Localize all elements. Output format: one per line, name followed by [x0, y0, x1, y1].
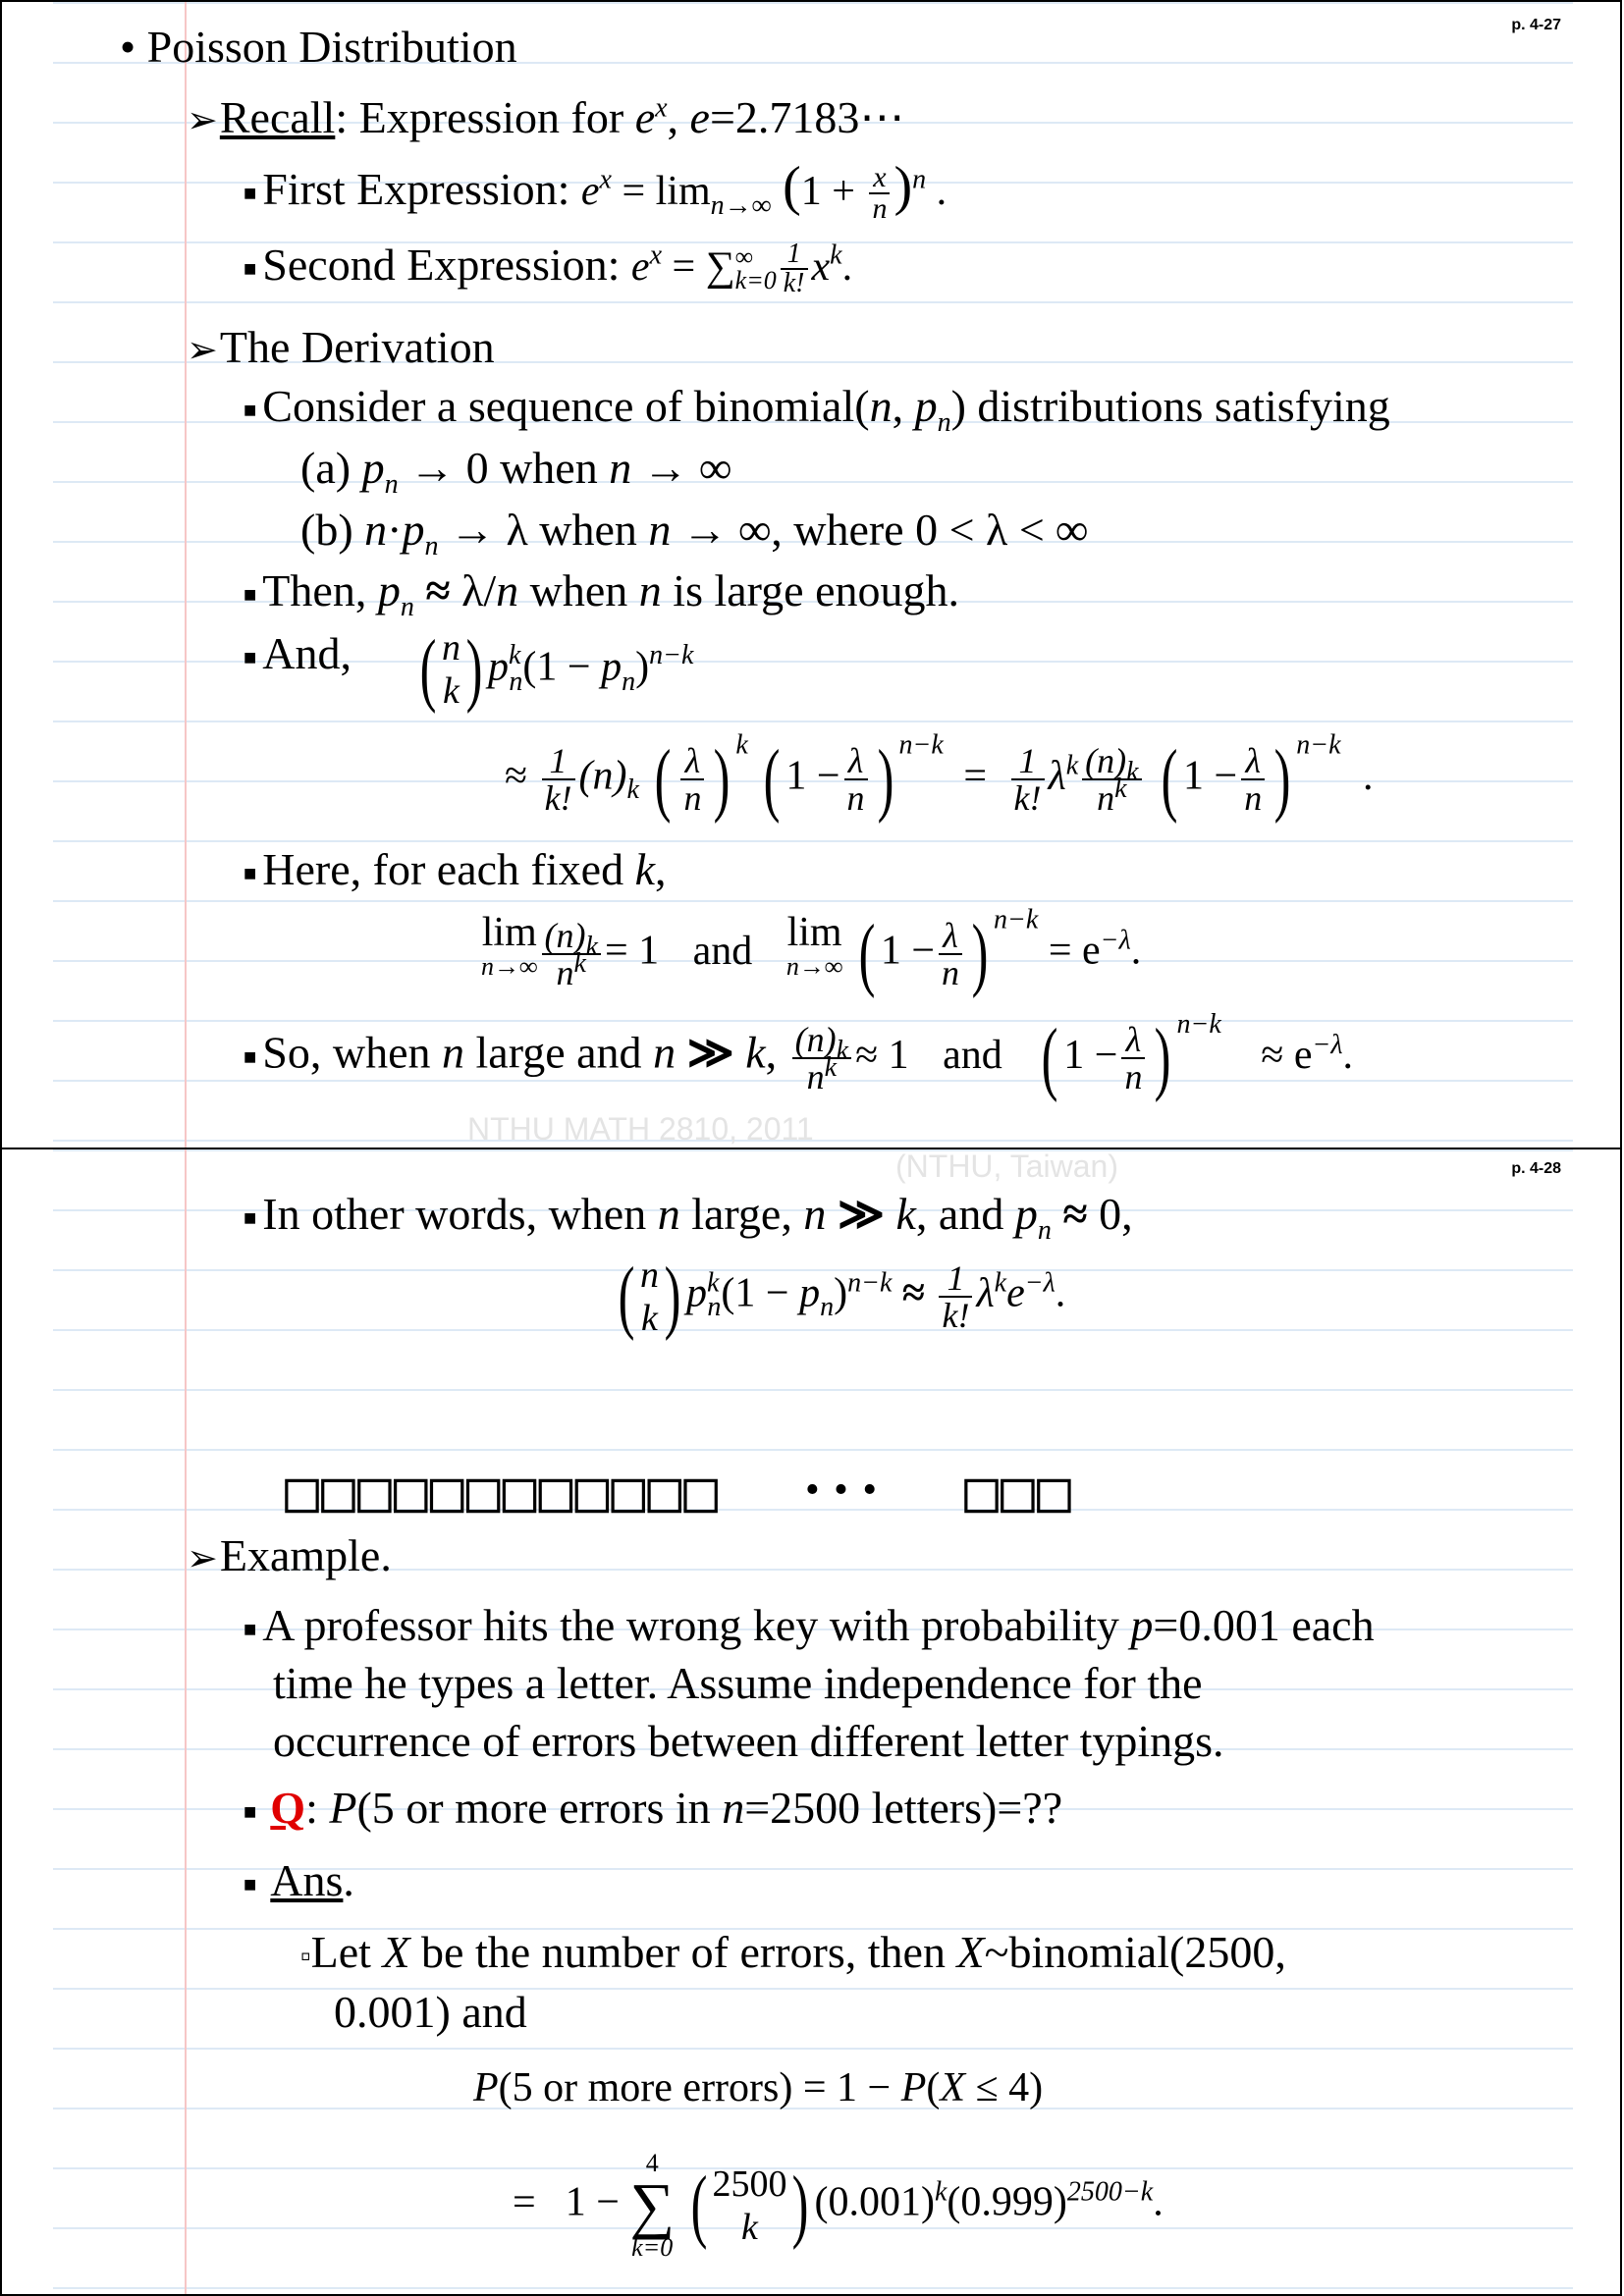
- text: → 0 when: [398, 443, 610, 493]
- math: n: [442, 1027, 465, 1078]
- num: λ: [1245, 741, 1262, 780]
- recall-line: [187, 90, 904, 148]
- den: n: [844, 778, 868, 816]
- margin-line: [185, 2, 187, 1148]
- text: ≫: [826, 1189, 896, 1239]
- math: p: [361, 443, 385, 493]
- math: n: [622, 666, 636, 697]
- text: 0,: [1099, 1189, 1133, 1239]
- approximation-line: ≈ $\frac{1}{k!}$ $(n)_k$ ( $\frac{\lambda}{n}$ ) $^k$ ( 1 − $\frac{\lambda}{n}$ ) $^{n-k}$ = $\frac{1}{k!}$ $\lambda^k$ $\frac{(n)_k}{n^k}$ ( 1 − $\frac{\lambda}{n}$ ) $^{n-k}$ .: [505, 729, 1374, 825]
- text: =2.7183⋯: [709, 92, 905, 142]
- then-line: [244, 563, 959, 622]
- heading: The Derivation: [219, 322, 495, 372]
- so-line: ■ So, when n large and n ≫ k, $\frac{(n)_k}{n^k}$ ≈ 1 and ( 1 − $\frac{\lambda}{n}$ ) $^{n-k} \approx e^{-\lambda}$.: [244, 1008, 1353, 1103]
- math: 1 −: [565, 2179, 620, 2225]
- math: k: [745, 1027, 766, 1078]
- math: (n): [1085, 741, 1127, 780]
- math: p: [685, 1270, 707, 1316]
- math: ≈ 1: [855, 1032, 909, 1078]
- recall-label: Recall: [219, 92, 336, 142]
- math: .: [1130, 928, 1142, 974]
- fraction: [1011, 743, 1045, 816]
- math: k: [626, 774, 639, 806]
- math: n−k: [898, 729, 944, 761]
- condition-a: [300, 441, 731, 501]
- math: (n): [544, 916, 586, 955]
- watermark: NTHU MATH 2810, 2011: [467, 1111, 814, 1147]
- math: X: [940, 2065, 966, 2110]
- math: −λ: [1024, 1267, 1056, 1299]
- text: (b): [300, 505, 365, 555]
- consider-line: [244, 379, 1390, 438]
- square-bullet-icon: ■: [244, 1044, 257, 1070]
- math: n: [869, 381, 893, 431]
- math: n: [912, 164, 927, 195]
- math: k: [641, 1298, 658, 1339]
- math: (n): [794, 1020, 837, 1059]
- square-bullet-icon: ■: [244, 861, 257, 886]
- math: = ∑: [662, 244, 735, 290]
- fraction: [781, 240, 808, 297]
- text: (a): [300, 443, 362, 493]
- math: n: [639, 1255, 659, 1296]
- ellipsis-dots: • • •: [804, 1468, 880, 1513]
- fraction: [1121, 1022, 1145, 1095]
- den: k!: [939, 1296, 972, 1333]
- math: X: [956, 1927, 985, 1977]
- math: k=0: [734, 266, 777, 295]
- math: k: [443, 670, 460, 712]
- math: n: [424, 531, 439, 562]
- text: Consider a sequence of binomial(: [262, 381, 870, 431]
- num: λ: [684, 741, 701, 780]
- math: (1 −: [721, 1270, 800, 1316]
- math: lim: [481, 910, 537, 955]
- math: n: [609, 443, 632, 493]
- square-bullet-icon: ■: [244, 181, 257, 206]
- math: .: [841, 244, 853, 290]
- math: p: [487, 644, 509, 690]
- math: 1 +: [800, 169, 866, 214]
- math: k: [994, 1267, 1007, 1299]
- math: ∑: [629, 2170, 675, 2240]
- math: n→∞: [710, 190, 772, 222]
- missing-glyph-boxes: □□□□□□□□□□□□: [285, 1458, 721, 1524]
- math: k: [836, 1036, 849, 1067]
- fraction: [869, 163, 890, 224]
- math: e: [580, 169, 600, 214]
- math: n: [1037, 1215, 1052, 1247]
- fraction: [939, 918, 962, 990]
- math: k: [1114, 774, 1127, 804]
- math: p: [799, 1270, 821, 1316]
- text: is large enough.: [661, 565, 959, 615]
- math: ≈: [505, 753, 528, 799]
- text: : Expression for: [335, 92, 635, 142]
- math: λ: [1048, 753, 1066, 799]
- math: n: [638, 565, 662, 615]
- den: k!: [542, 778, 575, 816]
- text: ·: [387, 505, 403, 555]
- math: (5 or more errors) = 1 −: [498, 2065, 901, 2110]
- math: p: [1014, 1189, 1038, 1239]
- text: In other words, when: [262, 1189, 658, 1239]
- math: X: [382, 1927, 410, 1977]
- margin-line: [185, 1149, 187, 2294]
- math: (n): [578, 753, 627, 799]
- text: :: [305, 1783, 330, 1833]
- math: .: [1055, 1270, 1066, 1316]
- text: Then,: [262, 565, 378, 615]
- binomial-pmf: [414, 623, 694, 715]
- math: n−k: [649, 640, 694, 671]
- math: −λ: [1312, 1029, 1343, 1060]
- math: .: [1342, 1032, 1353, 1078]
- text: →: [631, 443, 700, 493]
- derivation-heading: [187, 320, 495, 378]
- math: (: [926, 2065, 941, 2110]
- math: =: [513, 2179, 536, 2225]
- answer-line: [244, 1853, 354, 1912]
- math: ): [834, 1270, 848, 1316]
- num: λ: [847, 741, 864, 780]
- fraction: [680, 743, 704, 816]
- label: Second Expression:: [262, 240, 631, 290]
- fraction: [939, 1260, 972, 1333]
- math: .: [1363, 753, 1374, 799]
- answer-label: Ans: [270, 1855, 344, 1905]
- math: n−k: [847, 1267, 893, 1299]
- slide-page-4-27: [0, 0, 1622, 1148]
- math: e: [630, 244, 650, 290]
- math: n: [400, 592, 414, 623]
- den: n: [680, 778, 704, 816]
- math: −λ: [1100, 925, 1131, 956]
- heading: Example.: [219, 1530, 392, 1580]
- math: e: [1006, 1270, 1025, 1316]
- den: k!: [1011, 778, 1045, 816]
- binomial-coefficient: ( n k ): [618, 1251, 681, 1342]
- text: Here, for each fixed: [262, 844, 635, 894]
- garbled-text: [285, 1458, 1073, 1524]
- math: ): [893, 156, 913, 217]
- question-label: Q: [270, 1783, 306, 1833]
- professor-line: [244, 1598, 1375, 1657]
- num: 1: [549, 741, 568, 780]
- fraction: [542, 918, 601, 990]
- math: e: [634, 92, 656, 142]
- den: n: [869, 192, 890, 224]
- math: 1 −: [1063, 1032, 1118, 1078]
- infinity: ∞: [1056, 505, 1089, 555]
- first-expression: [244, 156, 947, 226]
- math: ≈ e: [1261, 1032, 1313, 1078]
- math: 4: [645, 2149, 659, 2177]
- text: large and: [464, 1027, 654, 1078]
- text: And,: [262, 628, 352, 678]
- math: n: [653, 1027, 677, 1078]
- math: λ: [976, 1270, 995, 1316]
- math: n: [496, 565, 519, 615]
- math: n: [556, 953, 574, 992]
- text: , where 0 < λ <: [771, 505, 1056, 555]
- math: 2500: [712, 2163, 787, 2205]
- binomial-coefficient: ( n k ): [419, 623, 483, 715]
- bullet-icon: •: [120, 22, 136, 72]
- text: ,: [655, 844, 667, 894]
- math: n−k: [1296, 729, 1341, 761]
- hollow-square-bullet-icon: ▫: [300, 1940, 311, 1973]
- math: n−k: [1176, 1008, 1221, 1040]
- math: n: [384, 469, 399, 501]
- text: .: [343, 1855, 354, 1905]
- math: p: [402, 505, 425, 555]
- math: e: [689, 92, 710, 142]
- math: x: [811, 244, 831, 290]
- math: k: [830, 240, 842, 271]
- square-bullet-icon: ■: [244, 1872, 257, 1897]
- math: n: [1097, 778, 1115, 818]
- second-expression: [244, 238, 852, 297]
- text: =0.001 each: [1153, 1600, 1375, 1650]
- num: λ: [943, 916, 958, 955]
- math: k: [934, 2176, 947, 2208]
- fraction: [792, 1022, 851, 1095]
- text: ,: [667, 92, 690, 142]
- text: → λ when: [438, 505, 649, 555]
- page-number: p. 4-27: [1511, 17, 1561, 33]
- math: k: [895, 1189, 916, 1239]
- text: ) distributions satisfying: [950, 381, 1390, 431]
- here-line: [244, 842, 667, 901]
- question-line: [244, 1781, 1062, 1840]
- other-words-line: [244, 1187, 1133, 1246]
- math: k: [1065, 750, 1079, 781]
- equation-2: [513, 2151, 1164, 2261]
- num: x: [873, 161, 887, 194]
- math: k: [735, 729, 748, 761]
- infinity: ∞: [699, 443, 731, 493]
- math: n: [820, 1292, 835, 1323]
- math: x: [649, 240, 663, 271]
- math: p: [1130, 1600, 1154, 1650]
- math: k: [634, 844, 655, 894]
- math: k: [706, 1267, 720, 1299]
- math: ≈: [901, 1270, 925, 1316]
- let-line-2: 0.001) and: [334, 1987, 527, 2037]
- watermark: (NTHU, Taiwan): [895, 1148, 1118, 1184]
- slide-page-4-28: [0, 1148, 1622, 2296]
- text: ≫: [676, 1027, 746, 1078]
- math: n: [648, 505, 672, 555]
- text: Let: [310, 1927, 383, 1977]
- math: n: [509, 666, 523, 697]
- limit: [481, 911, 538, 980]
- arrow-bullet-icon: ➢: [187, 330, 218, 371]
- math: x: [599, 164, 612, 195]
- math: k: [824, 1052, 838, 1083]
- text: So, when: [262, 1027, 443, 1078]
- arrow-bullet-icon: ➢: [187, 1538, 218, 1579]
- example-heading: [187, 1528, 392, 1586]
- math: (0.999): [947, 2179, 1067, 2225]
- math: k: [585, 932, 598, 963]
- math: k: [741, 2207, 758, 2248]
- square-bullet-icon: ■: [244, 1205, 257, 1231]
- text: ,: [892, 381, 915, 431]
- math: n→∞: [785, 952, 843, 981]
- math: n: [657, 1189, 680, 1239]
- text: ≈: [413, 565, 462, 615]
- num: 1: [947, 1258, 965, 1298]
- math: = lim: [611, 169, 711, 214]
- math: and: [692, 928, 753, 974]
- math: 1 −: [785, 753, 840, 799]
- limit: [786, 911, 843, 980]
- let-line: [300, 1925, 1286, 1984]
- text: large,: [679, 1189, 804, 1239]
- math: x: [655, 92, 668, 124]
- and-line: [244, 626, 352, 685]
- infinity: ∞: [738, 505, 772, 555]
- math: p: [601, 644, 623, 690]
- math: n: [441, 627, 460, 668]
- num: λ: [1125, 1020, 1142, 1059]
- math: n: [803, 1189, 827, 1239]
- square-bullet-icon: ■: [244, 582, 257, 608]
- math: k: [1126, 757, 1139, 788]
- text: →: [671, 505, 739, 555]
- math: P: [473, 2065, 499, 2110]
- square-bullet-icon: ■: [244, 645, 257, 670]
- page-number: p. 4-28: [1511, 1160, 1561, 1177]
- math: lim: [786, 910, 842, 955]
- fraction: [542, 743, 575, 816]
- math: 1 −: [880, 928, 936, 974]
- math: and: [943, 1032, 1002, 1078]
- math: (0.001): [814, 2179, 935, 2225]
- label: First Expression:: [262, 164, 581, 214]
- summation: [629, 2151, 675, 2261]
- den: n: [1121, 1057, 1145, 1095]
- math: ≤ 4): [965, 2065, 1044, 2110]
- math: n: [937, 407, 951, 439]
- limits-line: lim n→∞ $\frac{(n)_k}{n^k}$ = 1 and lim n→∞ ( 1 − $\frac{\lambda}{n}$ ) $^{n-k} = e^{-\lambda}$.: [481, 904, 1142, 999]
- square-bullet-icon: ■: [244, 256, 257, 282]
- math: 1 −: [1183, 753, 1238, 799]
- fraction: [1082, 743, 1141, 816]
- math: (: [783, 156, 801, 217]
- text: =2500 letters)=??: [744, 1783, 1063, 1833]
- text: , and: [915, 1189, 1015, 1239]
- binomial-coefficient: ( 2500 k ): [690, 2160, 809, 2251]
- math: ): [635, 644, 650, 690]
- math: n: [722, 1783, 745, 1833]
- math: n→∞: [481, 952, 538, 981]
- square-bullet-icon: ■: [244, 1799, 257, 1825]
- arrow-bullet-icon: ➢: [187, 100, 218, 141]
- professor-line-2: time he types a letter. Assume independence for the: [273, 1658, 1203, 1708]
- math: n: [364, 505, 388, 555]
- math: k=0: [631, 2233, 674, 2262]
- num: 1: [786, 239, 801, 270]
- math: n−k: [994, 904, 1039, 935]
- math: .: [1153, 2179, 1164, 2225]
- math: k: [508, 640, 521, 671]
- square-bullet-icon: ■: [244, 1617, 257, 1642]
- text: (5 or more errors in: [356, 1783, 723, 1833]
- math: n: [806, 1057, 825, 1096]
- fraction: [1241, 743, 1265, 816]
- professor-line-3: occurrence of errors between different letter typings.: [273, 1716, 1224, 1766]
- title: [120, 20, 517, 75]
- math: n: [707, 1292, 722, 1323]
- den: n: [939, 953, 962, 990]
- math: k: [573, 948, 586, 979]
- num: 1: [1018, 741, 1037, 780]
- den: n: [1241, 778, 1265, 816]
- math: (1 −: [522, 644, 602, 690]
- math: p: [377, 565, 401, 615]
- math: P: [329, 1783, 357, 1833]
- fraction: [844, 743, 868, 816]
- math: P: [900, 2065, 927, 2110]
- den: k!: [781, 268, 808, 297]
- math: = 1: [604, 928, 660, 974]
- text: λ/: [461, 565, 497, 615]
- equation-1: [473, 2060, 1043, 2115]
- text: ,: [765, 1027, 778, 1078]
- condition-b: [300, 503, 1089, 562]
- poisson-approximation: [613, 1251, 1066, 1342]
- math: .: [926, 169, 947, 214]
- text: A professor hits the wrong key with probability: [262, 1600, 1131, 1650]
- title-text: Poisson Distribution: [146, 22, 517, 72]
- text: be the number of errors, then: [409, 1927, 957, 1977]
- text: ~binomial(2500,: [984, 1927, 1286, 1977]
- square-bullet-icon: ■: [244, 398, 257, 423]
- missing-glyph-boxes: □□□: [964, 1458, 1073, 1524]
- math: ∞: [734, 242, 754, 272]
- math: = e: [1048, 928, 1101, 974]
- math: 2500−k: [1066, 2176, 1154, 2208]
- text: when: [518, 565, 639, 615]
- math: p: [914, 381, 938, 431]
- text: ≈: [1051, 1189, 1100, 1239]
- math: =: [963, 753, 988, 799]
